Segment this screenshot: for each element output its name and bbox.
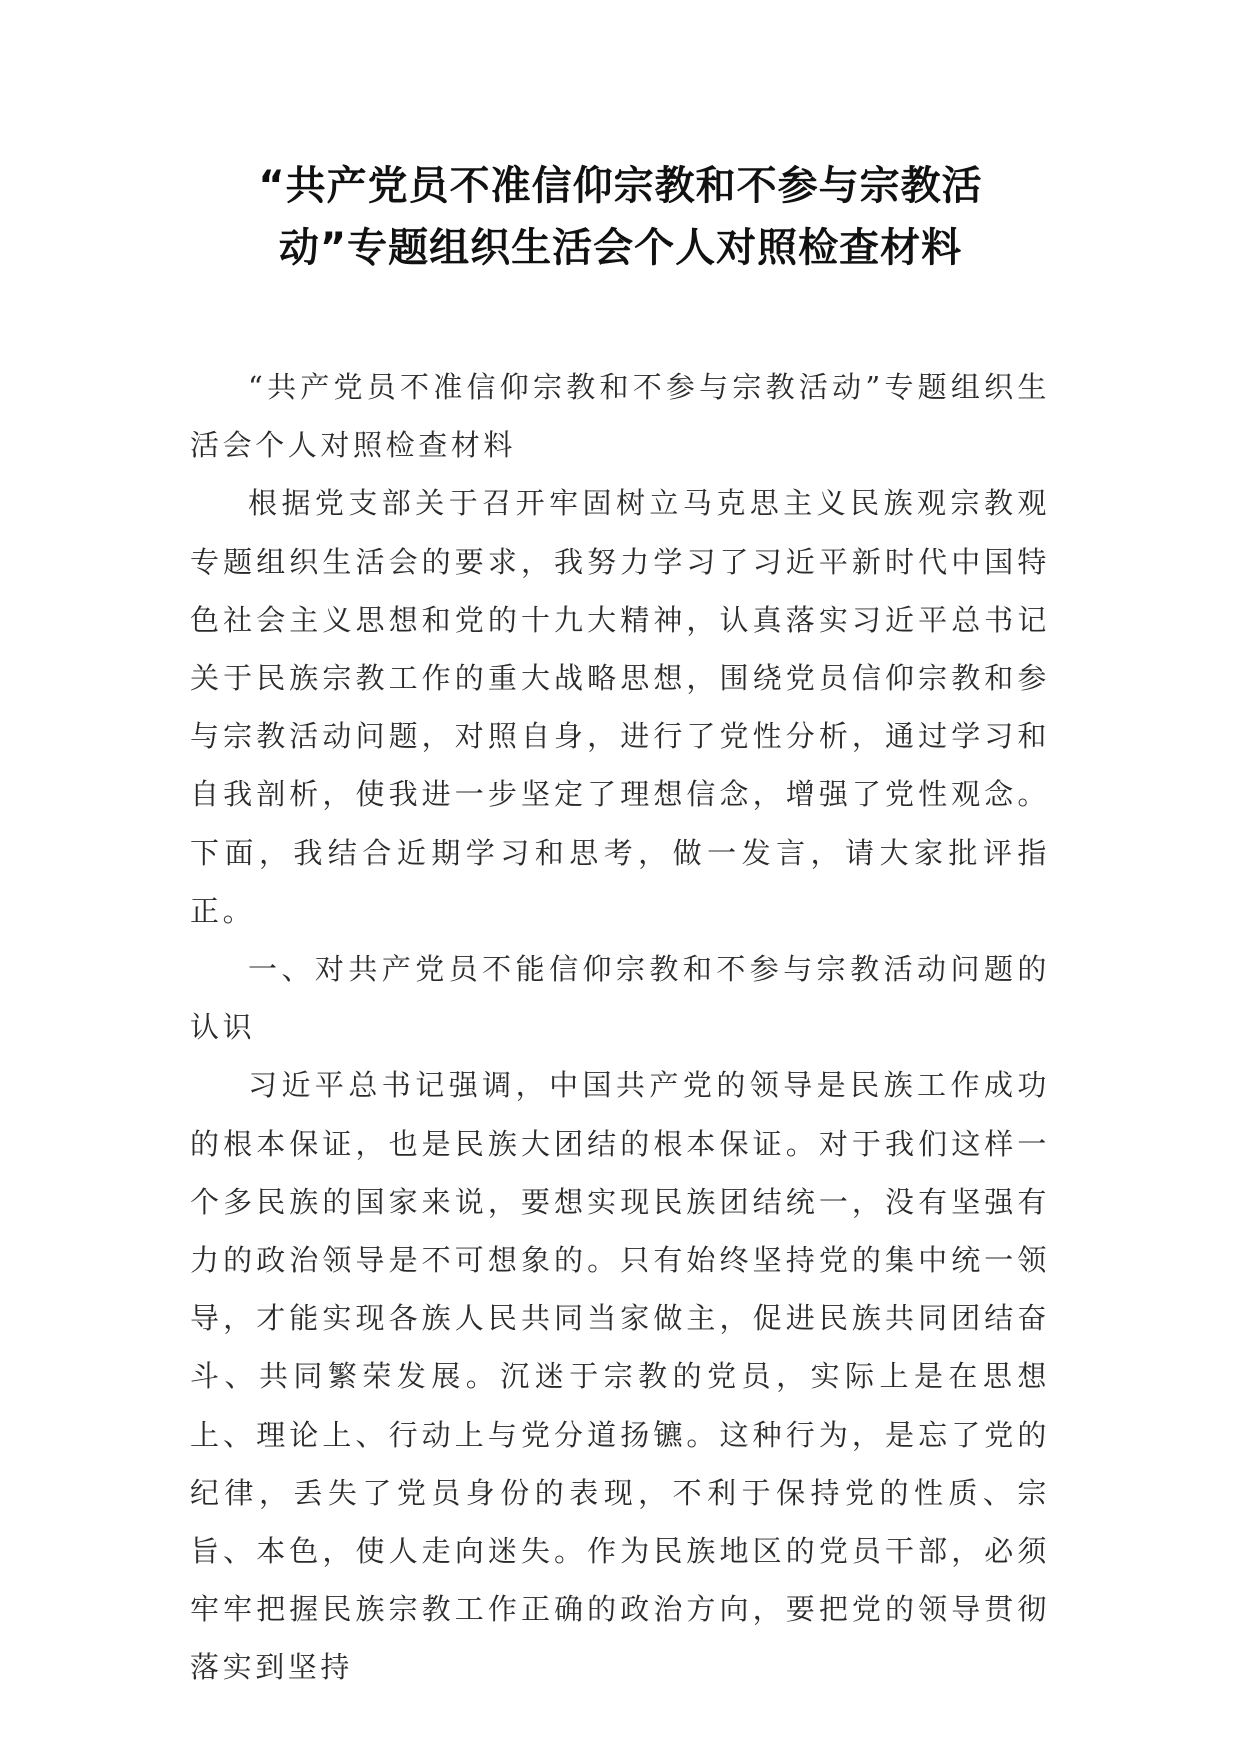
document-title-line-1: “共产党员不准信仰宗教和不参与宗教活 [258, 163, 983, 209]
paragraph-intro: 根据党支部关于召开牢固树立马克思主义民族观宗教观专题组织生活会的要求，我努力学习了习近平新时代中国特色社会主义思想和党的十九大精神，认真落实习近平总书记关于民族宗教工作的重大战略思想，围绕党员信仰宗教和参与宗教活动问题，对照自身，进行了党性分析，通过学习和自我剖析，使我进一步坚定了理想信念，增强了党性观念。下面，我结合近期学习和思考，做一发言，请大家批评指正。 [190, 486, 1050, 928]
document-title [150, 155, 1091, 279]
section-heading-1: 一、对共产党员不能信仰宗教和不参与宗教活动问题的认识 [190, 952, 1050, 1045]
document-body [190, 358, 1050, 1697]
paragraph-section-1: 习近平总书记强调，中国共产党的领导是民族工作成功的根本保证，也是民族大团结的根本保证。对于我们这样一个多民族的国家来说，要想实现民族团结统一，没有坚强有力的政治领导是不可想象的。只有始终坚持党的集中统一领导，才能实现各族人民共同当家做主，促进民族共同团结奋斗、共同繁荣发展。沉迷于宗教的党员，实际上是在思想上、理论上、行动上与党分道扬镳。这种行为，是忘了党的纪律，丢失了党员身份的表现，不利于保持党的性质、宗旨、本色，使人走向迷失。作为民族地区的党员干部，必须牢牢把握民族宗教工作正确的政治方向，要把党的领导贯彻落实到坚持 [190, 1068, 1050, 1685]
paragraph-subtitle: “共产党员不准信仰宗教和不参与宗教活动”专题组织生活会个人对照检查材料 [190, 370, 1050, 463]
document-title-line-2: 动”专题组织生活会个人对照检查材料 [278, 225, 963, 271]
